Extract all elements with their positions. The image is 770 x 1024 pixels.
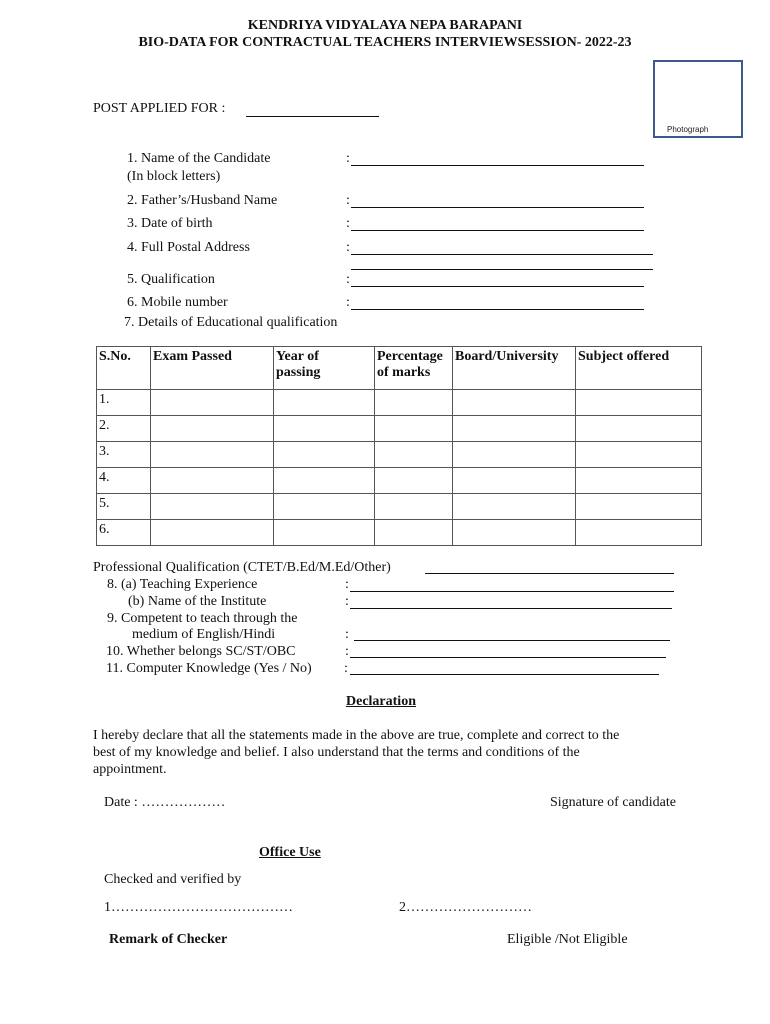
verifier-1-field[interactable]: 1………………………………… xyxy=(104,900,293,915)
colon: : xyxy=(345,644,349,659)
name-label: 1. Name of the Candidate xyxy=(127,151,271,166)
table-cell[interactable] xyxy=(453,468,576,494)
post-applied-field[interactable] xyxy=(246,116,379,117)
competent-field[interactable] xyxy=(354,640,670,641)
table-cell[interactable] xyxy=(274,442,375,468)
col-header: Subject offered xyxy=(576,347,702,390)
competent-label-2: medium of English/Hindi xyxy=(132,627,276,642)
declaration-heading: Declaration xyxy=(346,694,416,709)
colon: : xyxy=(346,295,350,310)
table-cell[interactable] xyxy=(151,494,274,520)
table-cell[interactable] xyxy=(576,442,702,468)
col-header: Exam Passed xyxy=(151,347,274,390)
table-row xyxy=(97,494,702,520)
table-cell[interactable] xyxy=(375,520,453,546)
table-row xyxy=(97,520,702,546)
table-cell[interactable] xyxy=(274,494,375,520)
post-applied-label: POST APPLIED FOR : xyxy=(93,101,226,116)
father-label: 2. Father’s/Husband Name xyxy=(127,193,278,208)
table-cell[interactable] xyxy=(576,520,702,546)
col-header: Percentage of marks xyxy=(375,347,453,390)
table-cell[interactable] xyxy=(576,416,702,442)
mobile-label: 6. Mobile number xyxy=(127,295,228,310)
declaration-text-2: best of my knowledge and belief. I also understand that the terms and conditions of the xyxy=(93,745,580,760)
table-cell[interactable] xyxy=(453,494,576,520)
colon: : xyxy=(346,216,350,231)
row-number: 6. xyxy=(97,520,151,546)
table-cell[interactable] xyxy=(375,416,453,442)
school-name: KENDRIYA VIDYALAYA NEPA BARAPANI xyxy=(247,18,523,33)
computer-field[interactable] xyxy=(350,674,659,675)
education-table xyxy=(96,346,702,546)
mobile-field[interactable] xyxy=(351,309,644,310)
address-field-1[interactable] xyxy=(351,254,653,255)
computer-label: 11. Computer Knowledge (Yes / No) xyxy=(106,661,312,676)
dob-field[interactable] xyxy=(351,230,644,231)
table-header-row xyxy=(97,347,702,390)
table-cell[interactable] xyxy=(453,442,576,468)
table-cell[interactable] xyxy=(151,468,274,494)
declaration-text-3: appointment. xyxy=(93,762,167,777)
row-number: 2. xyxy=(97,416,151,442)
declaration-text-1: I hereby declare that all the statements made in the above are true, complete and correct to the xyxy=(93,728,620,743)
competent-label: 9. Competent to teach through the xyxy=(107,611,298,626)
colon: : xyxy=(345,627,349,642)
photograph-label: Photograph xyxy=(667,125,709,134)
qualification-field[interactable] xyxy=(351,286,644,287)
colon: : xyxy=(346,240,350,255)
prof-qual-field[interactable] xyxy=(425,573,674,574)
date-field[interactable]: Date : ……………… xyxy=(104,795,226,810)
verifier-2-field[interactable]: 2……………………… xyxy=(399,900,532,915)
qualification-label: 5. Qualification xyxy=(127,272,215,287)
colon: : xyxy=(346,272,350,287)
table-cell[interactable] xyxy=(453,416,576,442)
table-cell[interactable] xyxy=(151,390,274,416)
colon: : xyxy=(346,193,350,208)
table-cell[interactable] xyxy=(151,416,274,442)
table-cell[interactable] xyxy=(151,520,274,546)
institute-field[interactable] xyxy=(350,608,672,609)
caste-label: 10. Whether belongs SC/ST/OBC xyxy=(106,644,296,659)
name-field[interactable] xyxy=(351,165,644,166)
address-label: 4. Full Postal Address xyxy=(127,240,250,255)
photograph-box[interactable] xyxy=(653,60,743,138)
table-cell[interactable] xyxy=(453,390,576,416)
row-number: 5. xyxy=(97,494,151,520)
col-header: S.No. xyxy=(97,347,151,390)
row-number: 1. xyxy=(97,390,151,416)
table-cell[interactable] xyxy=(375,468,453,494)
experience-label: 8. (a) Teaching Experience xyxy=(107,577,258,592)
dob-label: 3. Date of birth xyxy=(127,216,213,231)
colon: : xyxy=(345,594,349,609)
signature-label: Signature of candidate xyxy=(550,795,676,810)
table-cell[interactable] xyxy=(375,442,453,468)
checked-label: Checked and verified by xyxy=(104,872,242,887)
caste-field[interactable] xyxy=(350,657,666,658)
table-cell[interactable] xyxy=(576,468,702,494)
col-header: Board/University xyxy=(453,347,576,390)
table-row xyxy=(97,442,702,468)
experience-field[interactable] xyxy=(350,591,674,592)
table-cell[interactable] xyxy=(375,494,453,520)
institute-label: (b) Name of the Institute xyxy=(128,594,267,609)
form-title: BIO-DATA FOR CONTRACTUAL TEACHERS INTERVIEWSESSION- 2022-23 xyxy=(138,35,632,50)
table-cell[interactable] xyxy=(274,468,375,494)
row-number: 3. xyxy=(97,442,151,468)
name-note: (In block letters) xyxy=(127,169,221,184)
table-cell[interactable] xyxy=(453,520,576,546)
col-header: Year of passing xyxy=(274,347,375,390)
table-cell[interactable] xyxy=(274,520,375,546)
father-field[interactable] xyxy=(351,207,644,208)
office-use-heading: Office Use xyxy=(259,845,321,860)
table-cell[interactable] xyxy=(274,390,375,416)
table-cell[interactable] xyxy=(576,390,702,416)
prof-qual-label: Professional Qualification (CTET/B.Ed/M.Ed/Other) xyxy=(93,560,391,575)
eligibility-label: Eligible /Not Eligible xyxy=(507,932,628,947)
address-field-2[interactable] xyxy=(351,269,653,270)
table-cell[interactable] xyxy=(274,416,375,442)
row-number: 4. xyxy=(97,468,151,494)
remark-label: Remark of Checker xyxy=(109,932,228,947)
colon: : xyxy=(345,577,349,592)
table-row xyxy=(97,468,702,494)
colon: : xyxy=(344,661,348,676)
edu-details-label: 7. Details of Educational qualification xyxy=(124,315,338,330)
table-cell[interactable] xyxy=(576,494,702,520)
table-cell[interactable] xyxy=(151,442,274,468)
table-row xyxy=(97,416,702,442)
table-row xyxy=(97,390,702,416)
table-cell[interactable] xyxy=(375,390,453,416)
colon: : xyxy=(346,151,350,166)
